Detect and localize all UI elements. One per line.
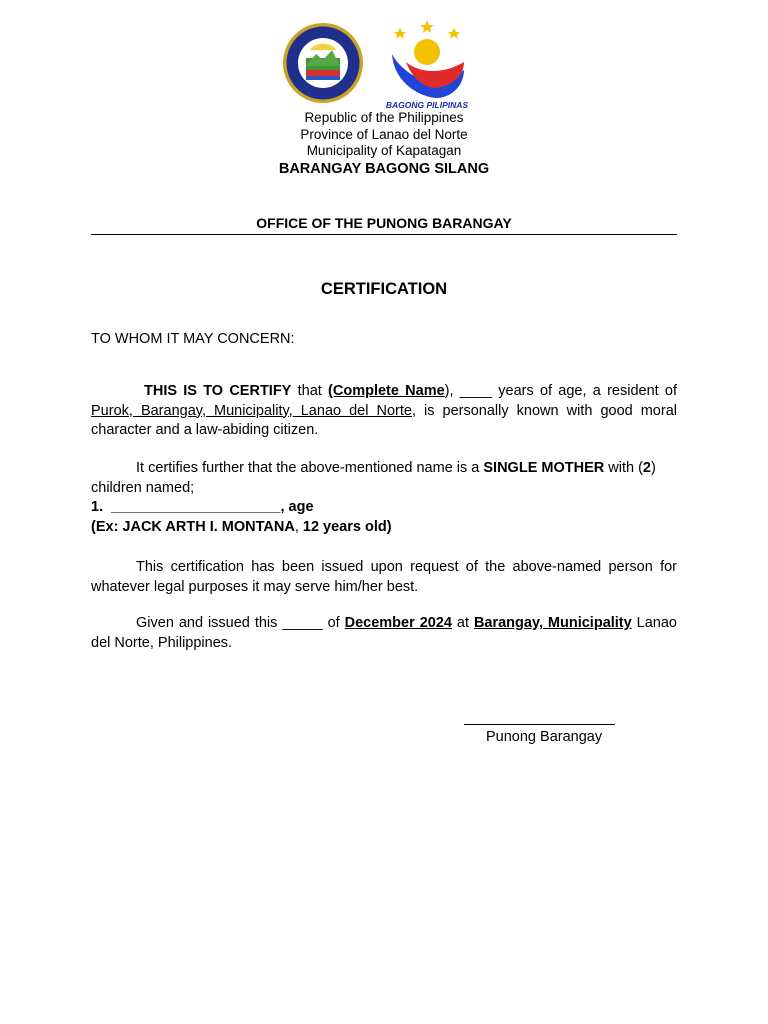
complete-name-placeholder: (Complete Name [328,383,445,399]
purpose-paragraph: This certification has been issued upon request of the above-named person for whatever legal purposes it may serve him/her best. [91,559,677,595]
certify-lead: THIS IS TO CERTIFY [144,383,292,399]
certify-that: that [291,383,329,399]
bagong-pilipinas-label: BAGONG PILIPINAS [385,100,469,110]
salutation: TO WHOM IT MAY CONCERN: [91,331,295,347]
municipality-line: Municipality of Kapatagan [306,143,462,158]
child-entry-line: 1. _____________________, age [91,499,314,515]
child-example [91,518,677,538]
barangay-seal-icon [282,22,364,104]
certify-paragraph [91,382,677,441]
barangay-name: BARANGAY BAGONG SILANG [278,160,490,177]
issue-place: Barangay, Municipality [473,615,632,631]
character-text: , is personally known with good moral character and a law-abiding citizen. [91,402,677,438]
address-placeholder: Purok, Barangay, Municipality, Lanao del Norte [91,402,412,419]
issued-paragraph [91,614,677,653]
letterhead [0,110,768,178]
children-named-text: ) children named; [91,460,656,496]
logo-row [0,18,768,112]
children-count: 2 [642,460,651,476]
example-age: 12 years old) [302,519,392,535]
age-resident-text: ), ____ years of age, a resident of [444,383,677,399]
single-mother-paragraph [91,459,677,498]
example-comma: , [294,519,303,535]
at-text: at [451,615,474,631]
document-title: CERTIFICATION [320,280,448,298]
republic-line: Republic of the Philippines [304,110,464,125]
province-country-text: Lanao del Norte, Philippines. [91,615,677,651]
signatory-title: Punong Barangay [486,729,603,745]
bagong-pilipinas-logo-icon [378,18,476,112]
province-line: Province of Lanao del Norte [300,126,468,142]
civil-status: SINGLE MOTHER [483,460,605,476]
issue-date: December 2024 [344,615,452,631]
given-text: Given and issued this _____ of [136,615,345,631]
example-name: (Ex: JACK ARTH I. MONTANA [91,519,295,535]
with-text: with ( [604,460,643,476]
certifies-text: It certifies further that the above-mentioned name is a [136,460,484,476]
office-heading: OFFICE OF THE PUNONG BARANGAY [91,214,677,235]
signature-line [464,724,615,725]
